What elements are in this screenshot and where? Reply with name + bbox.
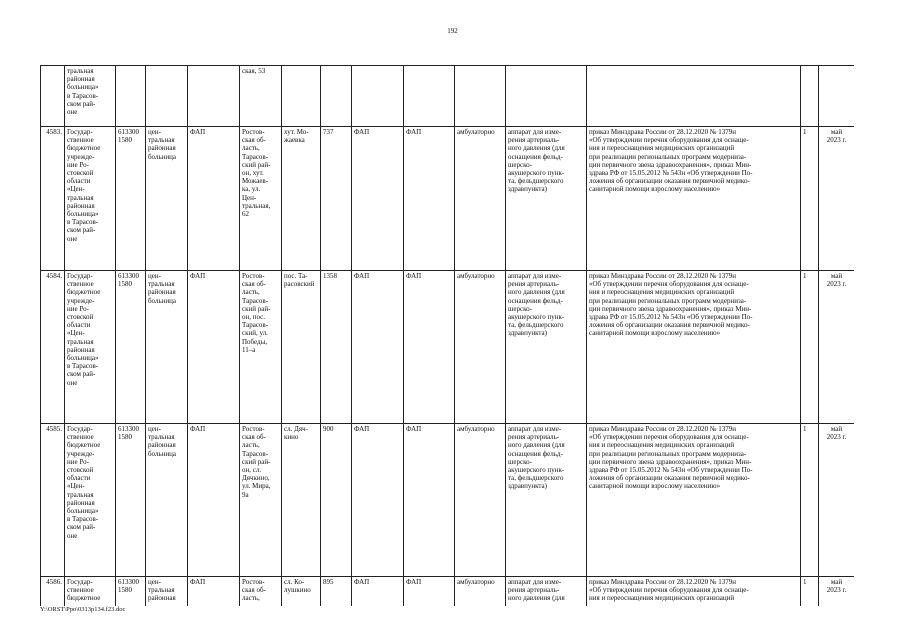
table-row xyxy=(41,127,855,271)
table-container xyxy=(40,65,854,606)
regulatory-doc-line: здрава РФ от 15.05.2012 № 543н «Об утверждении По- xyxy=(589,313,753,322)
org-code-cell: 613300 1580 xyxy=(116,577,146,607)
regulatory-doc-line: «Об утверждении перечня оборудования для оснаще- xyxy=(589,433,749,442)
page-number: 192 xyxy=(447,27,458,35)
regulatory-docs-cell xyxy=(587,424,801,577)
regulatory-doc-line: ложения об организации оказания первичной медико- xyxy=(589,321,750,330)
regulatory-doc-line: ложения об организации оказания первичной медико- xyxy=(589,177,750,186)
quantity-cell: 1 xyxy=(801,424,819,577)
table-row-continued xyxy=(41,66,855,127)
structural-unit-name-cell xyxy=(404,66,455,127)
structural-unit-type-cell: ФАП xyxy=(352,127,404,271)
regulatory-docs-cell xyxy=(587,127,801,271)
org-short-name-cell: цен- тральная районная больница xyxy=(146,271,188,424)
structural-unit-type-cell: ФАП xyxy=(352,577,404,607)
quantity-cell: 1 xyxy=(801,127,819,271)
equipment-name-cell: аппарат для изме- рения артериаль- ного давления (для оснащения фельд- шерско- акушерского пунк- та, фельдшерского здравпункта) xyxy=(506,127,587,271)
care-form-cell: амбулаторно xyxy=(455,577,506,607)
row-number-cell: 4585. xyxy=(41,424,65,577)
care-form-cell: амбулаторно xyxy=(455,424,506,577)
regulatory-doc-line: «Об утверждении перечня оборудования для оснаще- xyxy=(589,136,749,145)
org-code-cell xyxy=(116,66,146,127)
address-cell: ская, 53 xyxy=(240,66,282,127)
row-number-cell: 4584. xyxy=(41,271,65,424)
row-number-cell xyxy=(41,66,65,127)
population-cell: 737 xyxy=(321,127,352,271)
org-full-name-cell: тральная районная больница» в Тарасов- ском рай- оне xyxy=(65,66,116,127)
regulatory-doc-line: санитарной помощи взрослому населению» xyxy=(589,185,721,194)
regulatory-doc-line: при реализации региональных программ модерниза- xyxy=(589,152,747,161)
equipment-name-cell: аппарат для изме- рения артериаль- ного давления (для xyxy=(506,577,587,607)
org-full-name-cell: Государ- ственное бюджетное xyxy=(65,577,116,607)
regulatory-doc-line: «Об утверждении перечня оборудования для оснаще- xyxy=(589,280,749,289)
structural-unit-type-cell: ФАП xyxy=(352,271,404,424)
org-full-name-cell: Государ- ственное бюджетное учрежде- ние Ро- стовской области «Цен- тральная районная больница» в Тарасов- ском рай- оне xyxy=(65,271,116,424)
regulatory-docs-cell xyxy=(587,577,801,607)
org-code-cell: 613300 1580 xyxy=(116,424,146,577)
regulatory-doc-line: приказ Минздрава России от 28.12.2020 № 1379н xyxy=(589,272,736,280)
regulatory-doc-line: здрава РФ от 15.05.2012 № 543н «Об утверждении По- xyxy=(589,466,753,475)
address-cell: Ростов- ская об- ласть, Тарасов- ский рай- он, сл. Дячкино, ул. Мира, 9а xyxy=(240,424,282,577)
settlement-cell xyxy=(282,66,321,127)
regulatory-doc-line: при реализации региональных программ модерниза- xyxy=(589,296,747,305)
population-cell: 895 xyxy=(321,577,352,607)
table-row xyxy=(41,271,855,424)
structural-unit-type-cell xyxy=(352,66,404,127)
regulatory-doc-line: «Об утверждении перечня оборудования для оснаще- xyxy=(589,586,749,595)
unit-type-cell: ФАП xyxy=(188,271,240,424)
regulatory-docs-cell xyxy=(587,66,801,127)
regulatory-doc-line: приказ Минздрава России от 28.12.2020 № 1379н xyxy=(589,425,736,433)
address-cell: Ростов- ская об- ласть, Тарасов- ский рай- он, хут. Можаев- ка, ул. Цен- тральная, 62 xyxy=(240,127,282,271)
settlement-cell: хут. Мо- жаевка xyxy=(282,127,321,271)
structural-unit-name-cell: ФАП xyxy=(404,127,455,271)
row-number-cell: 4586. xyxy=(41,577,65,607)
address-cell: Ростов- ская об- ласть, Тарасов- ский рай- он, пос. Тарасов- ский, ул. Победы, 11–а xyxy=(240,271,282,424)
equipment-name-cell: аппарат для изме- рения артериаль- ного давления (для оснащения фельд- шерско- акушерского пунк- та, фельдшерского здравпункта) xyxy=(506,424,587,577)
structural-unit-name-cell: ФАП xyxy=(404,271,455,424)
footer-file-path: Y:\ORST\Ppo\0313p134.f23.doc xyxy=(40,606,126,613)
quantity-cell: 1 xyxy=(801,577,819,607)
table-row xyxy=(41,577,855,607)
delivery-date-cell: май 2023 г. xyxy=(819,577,855,607)
regulatory-doc-line: ния и переоснащения медицинских организаций xyxy=(589,441,735,450)
org-code-cell: 613300 1580 xyxy=(116,271,146,424)
quantity-cell xyxy=(801,66,819,127)
regulatory-doc-line: санитарной помощи взрослому населению» xyxy=(589,482,721,491)
settlement-cell: пос. Та- расовский xyxy=(282,271,321,424)
regulatory-doc-line: ния и переоснащения медицинских организаций xyxy=(589,288,735,297)
org-short-name-cell: цен- тральная районная xyxy=(146,577,188,607)
org-short-name-cell: цен- тральная районная больница xyxy=(146,127,188,271)
population-cell xyxy=(321,66,352,127)
settlement-cell: сл. Дяч- кино xyxy=(282,424,321,577)
table-body xyxy=(41,66,855,607)
org-full-name-cell: Государ- ственное бюджетное учрежде- ние Ро- стовской области «Цен- тральная районная больница» в Тарасов- ском рай- оне xyxy=(65,127,116,271)
delivery-date-cell: май 2023 г. xyxy=(819,271,855,424)
quantity-cell: 1 xyxy=(801,271,819,424)
regulatory-doc-line: ния и переоснащения медицинских организаций xyxy=(589,144,735,153)
regulatory-doc-line: приказ Минздрава России от 28.12.2020 № 1379н xyxy=(589,578,736,586)
unit-type-cell: ФАП xyxy=(188,577,240,607)
regulatory-docs-cell xyxy=(587,271,801,424)
population-cell: 900 xyxy=(321,424,352,577)
population-cell: 1358 xyxy=(321,271,352,424)
equipment-name-cell: аппарат для изме- рения артериаль- ного давления (для оснащения фельд- шерско- акушерского пунк- та, фельдшерского здравпункта) xyxy=(506,271,587,424)
regulatory-doc-line: здрава РФ от 15.05.2012 № 543н «Об утверждении По- xyxy=(589,169,753,178)
row-number-cell: 4583. xyxy=(41,127,65,271)
delivery-date-cell: май 2023 г. xyxy=(819,127,855,271)
regulatory-doc-line: ния и переоснащения медицинских организаций xyxy=(589,594,735,603)
regulatory-doc-line: ложения об организации оказания первичной медико- xyxy=(589,474,750,483)
table-row xyxy=(41,424,855,577)
structural-unit-name-cell: ФАП xyxy=(404,424,455,577)
unit-type-cell xyxy=(188,66,240,127)
unit-type-cell: ФАП xyxy=(188,127,240,271)
equipment-table xyxy=(40,65,854,606)
regulatory-doc-line: при реализации региональных программ модерниза- xyxy=(589,449,747,458)
org-short-name-cell: цен- тральная районная больница xyxy=(146,424,188,577)
org-short-name-cell xyxy=(146,66,188,127)
settlement-cell: сл. Ко- лушкино xyxy=(282,577,321,607)
regulatory-doc-line: санитарной помощи взрослому населению» xyxy=(589,329,721,338)
structural-unit-type-cell: ФАП xyxy=(352,424,404,577)
regulatory-doc-line: ции первичного звена здравоохранения», приказ Мин- xyxy=(589,160,752,169)
regulatory-doc-line: ции первичного звена здравоохранения», приказ Мин- xyxy=(589,304,752,313)
care-form-cell: амбулаторно xyxy=(455,271,506,424)
care-form-cell: амбулаторно xyxy=(455,127,506,271)
delivery-date-cell: май 2023 г. xyxy=(819,424,855,577)
address-cell: Ростов- ская об- ласть, xyxy=(240,577,282,607)
regulatory-doc-line: приказ Минздрава России от 28.12.2020 № 1379н xyxy=(589,128,736,136)
org-full-name-cell: Государ- ственное бюджетное учрежде- ние Ро- стовской области «Цен- тральная районная больница» в Тарасов- ском рай- оне xyxy=(65,424,116,577)
structural-unit-name-cell: ФАП xyxy=(404,577,455,607)
org-code-cell: 613300 1580 xyxy=(116,127,146,271)
unit-type-cell: ФАП xyxy=(188,424,240,577)
regulatory-doc-line: ции первичного звена здравоохранения», приказ Мин- xyxy=(589,457,752,466)
equipment-name-cell xyxy=(506,66,587,127)
care-form-cell xyxy=(455,66,506,127)
delivery-date-cell xyxy=(819,66,855,127)
